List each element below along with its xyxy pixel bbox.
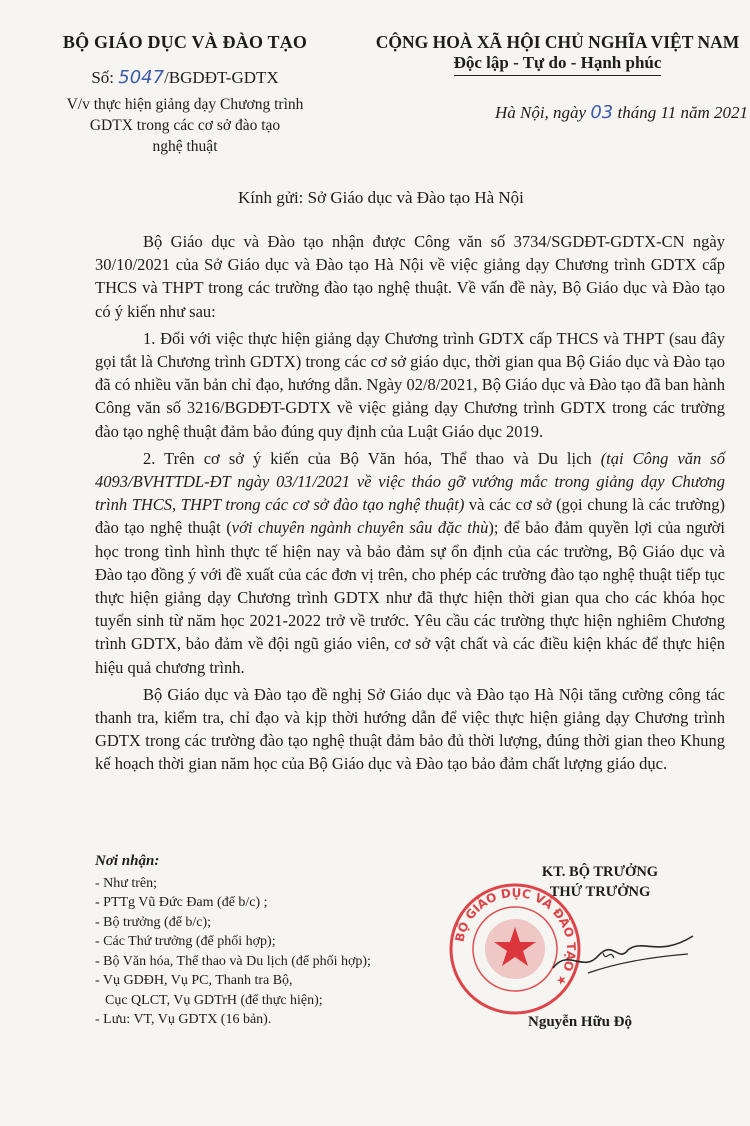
letter-body [95,230,725,780]
document-number: Số: 5047/BGDĐT-GDTX [91,67,279,88]
addressee: Kính gửi: Sở Giáo dục và Đào tạo Hà Nội [238,188,524,207]
signer-name: Nguyễn Hữu Độ [528,1014,633,1030]
recipient-item: - Bộ trưởng (để b/c); [95,914,212,930]
signer-role-2: THỨ TRƯỞNG [549,884,651,900]
country-name: CỘNG HOÀ XÃ HỘI CHỦ NGHĨA VIỆT NAM [375,32,740,52]
handwritten-day: 03 [590,102,614,123]
paragraph-3: 2. Trên cơ sở ý kiến của Bộ Văn hóa, Thể thao và Du lịch (tại Công văn số 4093/BVHTTDL-ĐT ngày 03/11/2021 về việc tháo gỡ vướng mắc trong giảng dạy Chương trình THCS, THPT trong các cơ sở đào tạo nghệ thuật) và các cơ sở (gọi chung là các trường) đào tạo nghệ thuật (với chuyên ngành chuyên sâu đặc thù); để bảo đảm quyền lợi của người học trong tình hình thực tế hiện nay và bảo đảm sự ổn định của các trường, Bộ Giáo dục và Đào tạo đồng ý với đề xuất của các đơn vị trên, cho phép các trường đào tạo nghệ thuật tiếp tục thực hiện giảng dạy Chương trình GDTX như đã thực hiện thời gian qua cho các khóa học tuyển sinh từ năm học 2021-2022 trở về trước. Yêu cầu các trường thực hiện nghiêm Chương trình GDTX, bảo đảm về đội ngũ giáo viên, cơ sở vật chất và các điều kiện khác để thực hiện hiệu quả chương trình. [95,448,725,677]
signer-role-1: KT. BỘ TRƯỞNG [541,864,659,880]
recipient-item: Cục QLCT, Vụ GDTrH (để thực hiện); [105,992,323,1008]
recipient-item: - Như trên; [95,875,158,891]
ministry-name: BỘ GIÁO DỤC VÀ ĐÀO TẠO [62,32,308,52]
motto: Độc lập - Tự do - Hạnh phúc [454,53,662,76]
paragraph-1: Bộ Giáo dục và Đào tạo nhận được Công văn số 3734/SGDĐT-GDTX-CN ngày 30/10/2021 của Sở Giáo dục và Đào tạo Hà Nội về việc giảng dạy Chương trình GDTX cấp THCS và THPT trong các trường đào tạo nghệ thuật. Về vấn đề này, Bộ Giáo dục và Đào tạo có ý kiến như sau: [95,232,725,321]
paragraph-2: 1. Đối với việc thực hiện giảng dạy Chương trình GDTX cấp THCS và THPT (sau đây gọi tắt là Chương trình GDTX) trong các cơ sở giáo dục, thời gian qua Bộ Giáo dục và Đào tạo đã có nhiều văn bản chỉ đạo, hướng dẫn. Ngày 02/8/2021, Bộ Giáo dục và Đào tạo đã ban hành Công văn số 3216/BGDĐT-GDTX về việc giảng dạy Chương trình GDTX trong các trường đào tạo nghệ thuật đảm bảo đúng quy định của Luật Giáo dục 2019. [95,328,725,441]
header-left [20,32,350,157]
recipient-item: - PTTg Vũ Đức Đam (để b/c) ; [95,895,268,910]
subject-line: V/v thực hiện giảng dạy Chương trình GDTX trong các cơ sở đào tạo nghệ thuật [66,96,304,155]
recipient-item: - Vụ GDĐH, Vụ PC, Thanh tra Bộ, [95,973,293,988]
recipient-item: - Lưu: VT, Vụ GDTX (16 bản). [95,1012,272,1027]
recipients-list [95,852,371,1030]
handwritten-number: 5047 [118,67,165,88]
paragraph-4: Bộ Giáo dục và Đào tạo đề nghị Sở Giáo dục và Đào tạo Hà Nội tăng cường công tác thanh tra, kiểm tra, chỉ đạo và kịp thời hướng dẫn để việc thực hiện giảng dạy Chương trình GDTX trong các trường đào tạo nghệ thuật đảm bảo đủ thời lượng, đúng thời gian theo Khung kế hoạch thời gian năm học của Bộ Giáo dục và Đào tạo bảo đảm chất lượng giáo dục. [95,684,725,774]
recipient-item: - Các Thứ trưởng (để phối hợp); [95,934,276,949]
recipients-title: Nơi nhận: [95,853,160,869]
recipient-item: - Bộ Văn hóa, Thể thao và Du lịch (để phối hợp); [95,953,371,969]
svg-text:BỘ GIÁO DỤC VÀ ĐÀO TẠO ★: BỘ GIÁO DỤC VÀ ĐÀO TẠO ★ [452,885,579,989]
header-right [365,32,750,123]
signature-scribble-icon [548,928,698,988]
issue-date: Hà Nội, ngày 03 tháng 11 năm 2021 [494,102,748,123]
